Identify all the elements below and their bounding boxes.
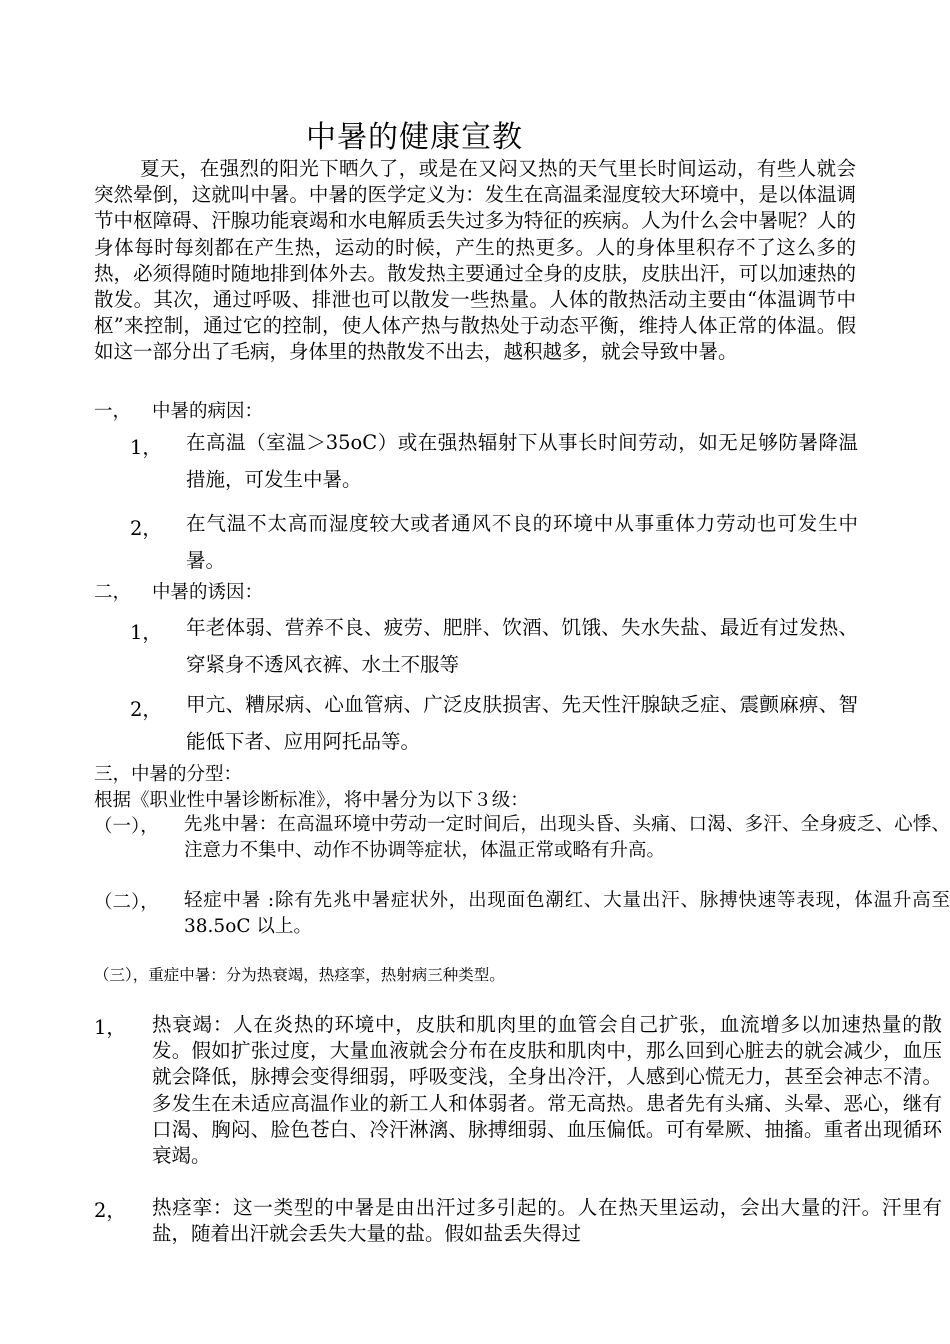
item-text: 甲亢、糟尿病、心血管病、广泛皮肤损害、先天性汗腺缺乏症、震颤麻痹、智能低下者、应用阿托品等。: [186, 693, 858, 753]
classification-basis: 根据《职业性中暑诊断标准》，将中暑分为以下３级：: [94, 790, 529, 811]
section-title: 中暑的诱因：: [152, 582, 264, 603]
section-heading-causes: [94, 397, 263, 423]
type-number: 1，: [94, 1016, 126, 1039]
intro-paragraph: 夏天，在强烈的阳光下晒久了，或是在又闷又热的天气里长时间运动，有些人就会突然晕倒，这就叫中暑。中暑的医学定义为：发生在高温柔湿度较大环境中，是以体温调节中枢障碍、汗腺功能衰竭和水电解质丢失过多为特征的疾病。人为什么会中暑呢？人的身体每时每刻都在产生热，运动的时候，产生的热更多。人的身体里积存不了这么多的热，必须得随时随地排到体外去。散发热主要通过全身的皮肤，皮肤出汗，可以加速热的散发。其次，通过呼吸、排泄也可以散发一些热量。人体的散热活动主要由“体温调节中枢”来控制，通过它的控制，使人体产热与散热处于动态平衡，维持人体正常的体温。假如这一部分出了毛病，身体里的热散发不出去，越积越多，就会导致中暑。: [94, 157, 856, 364]
page-title: 中暑的健康宣教: [306, 120, 523, 155]
section-number: 一，: [94, 401, 132, 422]
item-number: 1，: [130, 621, 162, 644]
type-text: 热痉挛：这一类型的中暑是由出汗过多引起的。人在热天里运动，会出大量的汗。汗里有盐，随着出汗就会丢失大量的盐。假如盐丢失得过: [152, 1196, 942, 1246]
item-text: 在高温（室温＞35oC）或在强热辐射下从事长时间劳动，如无足够防暑降温措施，可发生中暑。: [186, 431, 858, 491]
grade-number: （一），: [94, 816, 159, 837]
type-number: 2，: [94, 1199, 126, 1222]
item-text: 年老体弱、营养不良、疲劳、肥胖、饮酒、饥饿、失水失盐、最近有过发热、穿紧身不透风衣裤、水土不服等: [186, 616, 858, 676]
grade-text: 先兆中暑：在高温环境中劳动一定时间后，出现头昏、头痛、口渴、多汗、全身疲乏、心悸、注意力不集中、动作不协调等症状，体温正常或略有升高。: [184, 814, 950, 861]
section-title: 中暑的病因：: [152, 401, 264, 422]
section-number: 二，: [94, 582, 132, 603]
grade-number: （二），: [94, 892, 159, 913]
severe-heading: （三），重症中暑：分为热衰竭，热痉挛，热射病三种类型。: [94, 966, 505, 984]
section-heading-types: 三，中暑的分型：: [94, 764, 243, 785]
item-number: 2，: [130, 698, 162, 721]
grade-text: 轻症中暑 :除有先兆中暑症状外，出现面色潮红、大量出汗、脉搏快速等表现，体温升高至 38.5oC 以上。: [184, 890, 950, 937]
type-text: 热衰竭：人在炎热的环境中，皮肤和肌肉里的血管会自己扩张，血流增多以加速热量的散发。假如扩张过度，大量血液就会分布在皮肤和肌肉中，那么回到心脏去的就会减少，血压就会降低，脉搏会变得细弱，呼吸变浅，全身出冷汗，人感到心慌无力，甚至会神志不清。多发生在未适应高温作业的新工人和体弱者。常无高热。患者先有头痛、头晕、恶心，继有口渴、胸闷、脸色苍白、冷汗淋漓、脉搏细弱、血压偏低。可有晕厥、抽搐。重者出现循环衰竭。: [152, 1013, 942, 1168]
item-text: 在气温不太高而湿度较大或者通风不良的环境中从事重体力劳动也可发生中暑。: [186, 512, 858, 572]
item-number: 1，: [130, 436, 162, 459]
section-heading-triggers: [94, 578, 263, 604]
item-number: 2，: [130, 517, 162, 540]
